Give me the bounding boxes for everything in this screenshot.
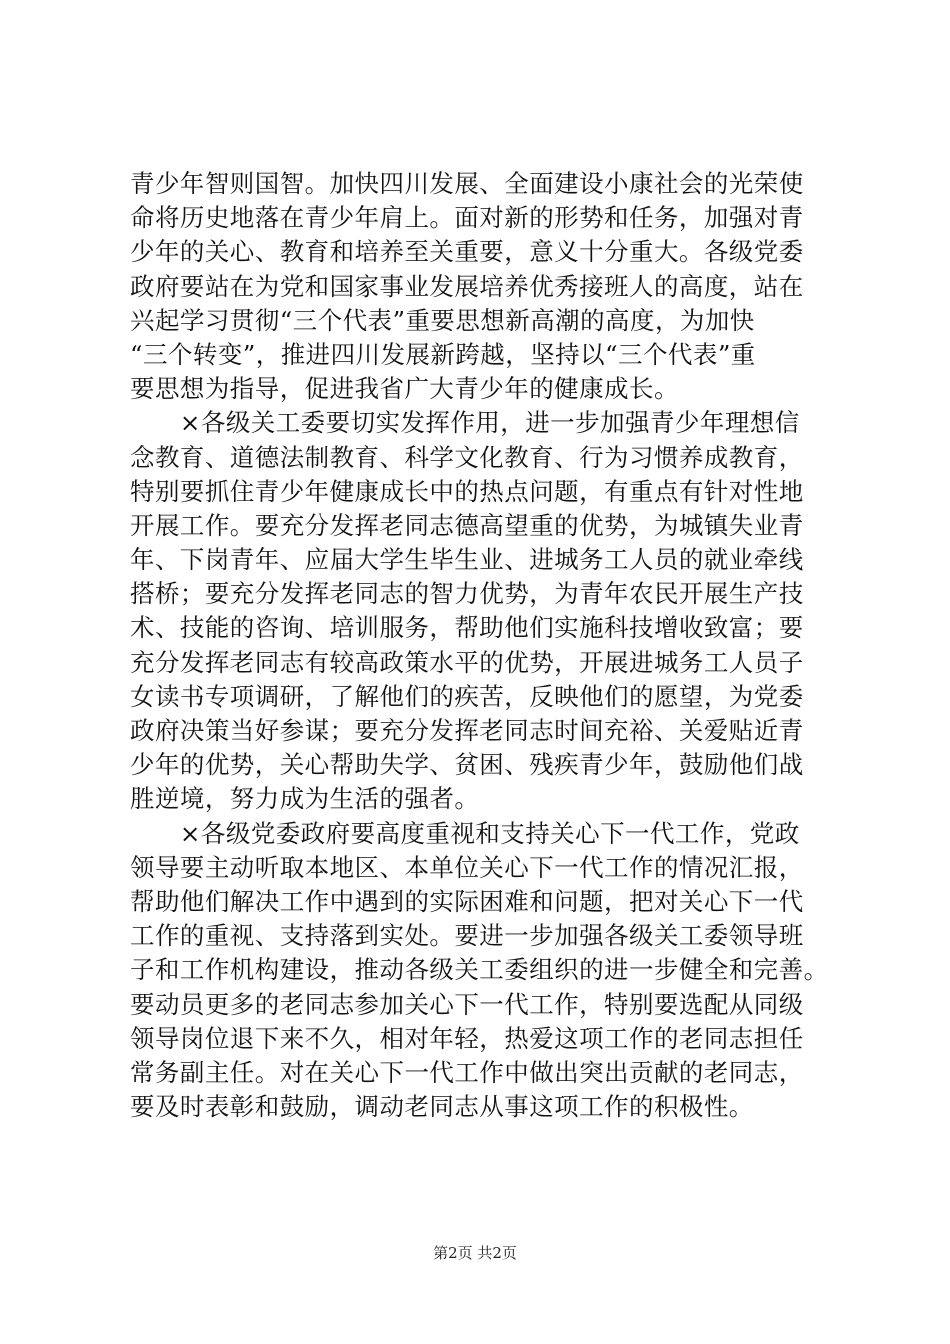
text-line: ×各级关工委要切实发挥作用，进一步加强青少年理想信 — [130, 408, 800, 438]
text-line: 胜逆境，努力成为生活的强者。 — [130, 784, 480, 814]
text-line: 要思想为指导，促进我省广大青少年的健康成长。 — [130, 374, 679, 404]
body-text — [130, 167, 830, 1124]
text-line: 命将历史地落在青少年肩上。面对新的形势和任务，加强对青 — [130, 203, 804, 233]
text-line: 年、下岗青年、应届大学生毕生业、进城务工人员的就业牵线 — [130, 545, 804, 575]
text-line: 领导岗位退下来不久，相对年轻，热爱这项工作的老同志担任 — [130, 1023, 804, 1053]
text-line: 政府决策当好参谋；要充分发挥老同志时间充裕、关爱贴近青 — [130, 716, 804, 745]
text-line: 帮助他们解决工作中遇到的实际困难和问题，把对关心下一代 — [130, 886, 804, 916]
text-line: 搭桥；要充分发挥老同志的智力优势，为青年农民开展生产技 — [130, 579, 804, 609]
text-line: 充分发挥老同志有较高政策水平的优势，开展进城务工人员子 — [130, 647, 804, 677]
text-line: 兴起学习贯彻“三个代表”重要思想新高潮的高度，为加快 — [130, 305, 755, 335]
text-line: 常务副主任。对在关心下一代工作中做出突出贡献的老同志， — [130, 1057, 804, 1087]
page-number-indicator: 第2页 共2页 — [433, 1244, 517, 1262]
text-line: 女读书专项调研，了解他们的疾苦，反映他们的愿望，为党委 — [130, 681, 804, 711]
text-line: 要及时表彰和鼓励，调动老同志从事这项工作的积极性。 — [130, 1092, 754, 1122]
page-footer — [0, 1243, 950, 1263]
text-line: ×各级党委政府要高度重视和支持关心下一代工作，党政 — [130, 818, 800, 848]
text-line: 要动员更多的老同志参加关心下一代工作，特别要选配从同级 — [130, 989, 804, 1019]
text-line: 子和工作机构建设，推动各级关工委组织的进一步健全和完善。 — [130, 955, 829, 985]
text-line: 工作的重视、支持落到实处。要进一步加强各级关工委领导班 — [130, 921, 804, 951]
text-line: 术、技能的咨询、培训服务，帮助他们实施科技增收致富；要 — [130, 613, 804, 643]
text-line: 念教育、道德法制教育、科学文化教育、行为习惯养成教育， — [130, 442, 804, 472]
text-line: 少年的关心、教育和培养至关重要，意义十分重大。各级党委 — [130, 237, 804, 267]
text-line: “三个转变”，推进四川发展新跨越，坚持以“三个代表”重 — [130, 339, 756, 369]
text-line: 领导要主动听取本地区、本单位关心下一代工作的情况汇报， — [130, 852, 804, 882]
text-line: 开展工作。要充分发挥老同志德高望重的优势，为城镇失业青 — [130, 510, 804, 540]
text-line: 政府要站在为党和国家事业发展培养优秀接班人的高度，站在 — [130, 271, 804, 301]
text-line: 少年的优势，关心帮助失学、贫困、残疾青少年，鼓励他们战 — [130, 750, 804, 780]
text-line: 青少年智则国智。加快四川发展、全面建设小康社会的光荣使 — [130, 169, 804, 198]
text-line: 特别要抓住青少年健康成长中的热点问题，有重点有针对性地 — [130, 476, 804, 506]
